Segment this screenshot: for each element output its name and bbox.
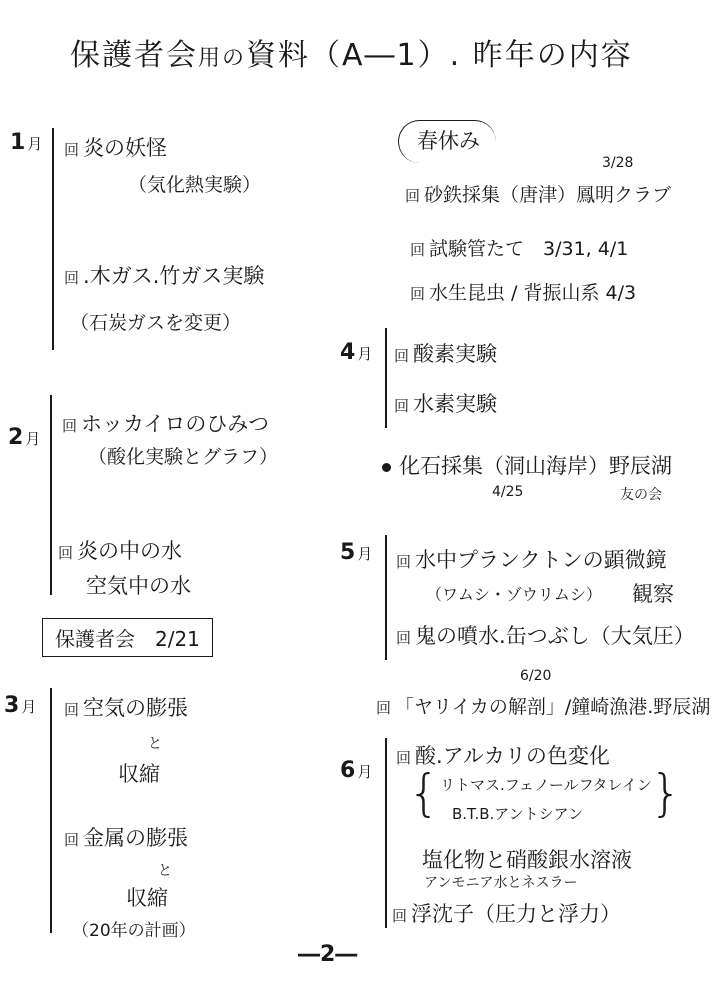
month-line-3 bbox=[50, 688, 52, 933]
page-number: ―2― bbox=[298, 942, 358, 967]
month-line-6 bbox=[385, 738, 387, 928]
spring-date-1: 3/28 bbox=[602, 155, 634, 171]
feb-item-1-sub: （酸化実験とグラフ） bbox=[88, 446, 279, 468]
month-label-1: 1 月 bbox=[10, 130, 43, 155]
spring-break-heading: 春休み bbox=[398, 120, 496, 163]
month-line-2 bbox=[50, 395, 52, 595]
may-item-1-note: 観察 bbox=[632, 582, 674, 606]
jun-item-1-b: B.T.B.アントシアン bbox=[452, 805, 584, 823]
title-small: 用の bbox=[198, 46, 247, 71]
jun-date: 6/20 bbox=[520, 668, 552, 684]
mar-item-1-sub: 収縮 bbox=[118, 762, 160, 786]
apr-item-2: 回 水素実験 bbox=[394, 392, 498, 416]
mar-item-1-to: と bbox=[148, 736, 162, 752]
may-item-1: 回 水中プランクトンの顕微鏡 bbox=[396, 548, 667, 572]
mar-item-2: 回 金属の膨張 bbox=[64, 826, 189, 850]
feb-item-1: 回 ホッカイロのひみつ bbox=[62, 412, 269, 436]
mar-item-1: 回 空気の膨張 bbox=[64, 696, 189, 720]
right-brace-icon: } bbox=[650, 764, 682, 822]
mar-item-2-sub: 収縮 bbox=[126, 886, 168, 910]
parent-meeting-box: 保護者会 2/21 bbox=[42, 618, 213, 657]
month-line-1 bbox=[52, 128, 54, 350]
feb-item-2-sub: 空気中の水 bbox=[86, 574, 191, 598]
mar-item-2-to: と bbox=[158, 863, 172, 879]
month-label-6: 6 月 bbox=[340, 758, 373, 783]
jun-item-2-sub: アンモニア水とネスラー bbox=[424, 875, 578, 891]
jun-item-1-a: リトマス.フェノールフタレイン bbox=[440, 776, 652, 794]
feb-item-2: 回 炎の中の水 bbox=[58, 539, 183, 563]
spring-item-2: 回 試験管たて 3/31, 4/1 bbox=[410, 238, 629, 260]
spring-item-1: 回 砂鉄採集（唐津）鳳明クラブ bbox=[405, 184, 672, 206]
may-item-1-sub: （ワムシ・ゾウリムシ） bbox=[426, 585, 602, 604]
may-item-2: 回 鬼の噴水.缶つぶし（大気圧） bbox=[396, 624, 695, 648]
jan-item-2-sub: （石炭ガスを変更） bbox=[70, 312, 242, 334]
apr-item-3: 化石採集（洞山海岸）野辰湖 bbox=[382, 450, 672, 480]
mar-note: （20年の計画） bbox=[72, 921, 196, 941]
bullet-dot-icon bbox=[382, 463, 391, 472]
jun-item-1: 回 酸.アルカリの色変化 bbox=[396, 744, 610, 768]
month-label-3: 3 月 bbox=[4, 693, 37, 718]
jun-item-2: 塩化物と硝酸銀水溶液 bbox=[422, 848, 632, 872]
jan-item-2: 回 .木ガス.竹ガス実験 bbox=[64, 264, 265, 288]
month-label-2: 2 月 bbox=[8, 425, 41, 450]
month-line-5 bbox=[385, 535, 387, 660]
spring-item-3: 回 水生昆虫 / 背振山系 4/3 bbox=[410, 282, 637, 304]
apr-item-1: 回 酸素実験 bbox=[394, 342, 498, 366]
month-line-4 bbox=[385, 328, 387, 428]
title-main: 保護者会 bbox=[70, 38, 198, 73]
month-label-5: 5 月 bbox=[340, 540, 373, 565]
page-title bbox=[70, 30, 633, 74]
jun-item-0: 回 「ヤリイカの解剖」/鐘崎漁港.野辰湖 bbox=[376, 696, 711, 718]
title-rest: 資料（A―1）. 昨年の内容 bbox=[246, 38, 633, 73]
jun-item-3: 回 浮沈子（圧力と浮力） bbox=[392, 902, 622, 926]
apr-item-3-date: 4/25 bbox=[492, 484, 524, 500]
jan-item-1-sub: （気化熱実験） bbox=[128, 174, 262, 196]
left-brace-icon: { bbox=[408, 764, 440, 822]
month-label-4: 4 月 bbox=[340, 340, 373, 365]
jan-item-1: 回 炎の妖怪 bbox=[64, 136, 168, 160]
apr-item-3-note: 友の会 bbox=[620, 487, 662, 503]
